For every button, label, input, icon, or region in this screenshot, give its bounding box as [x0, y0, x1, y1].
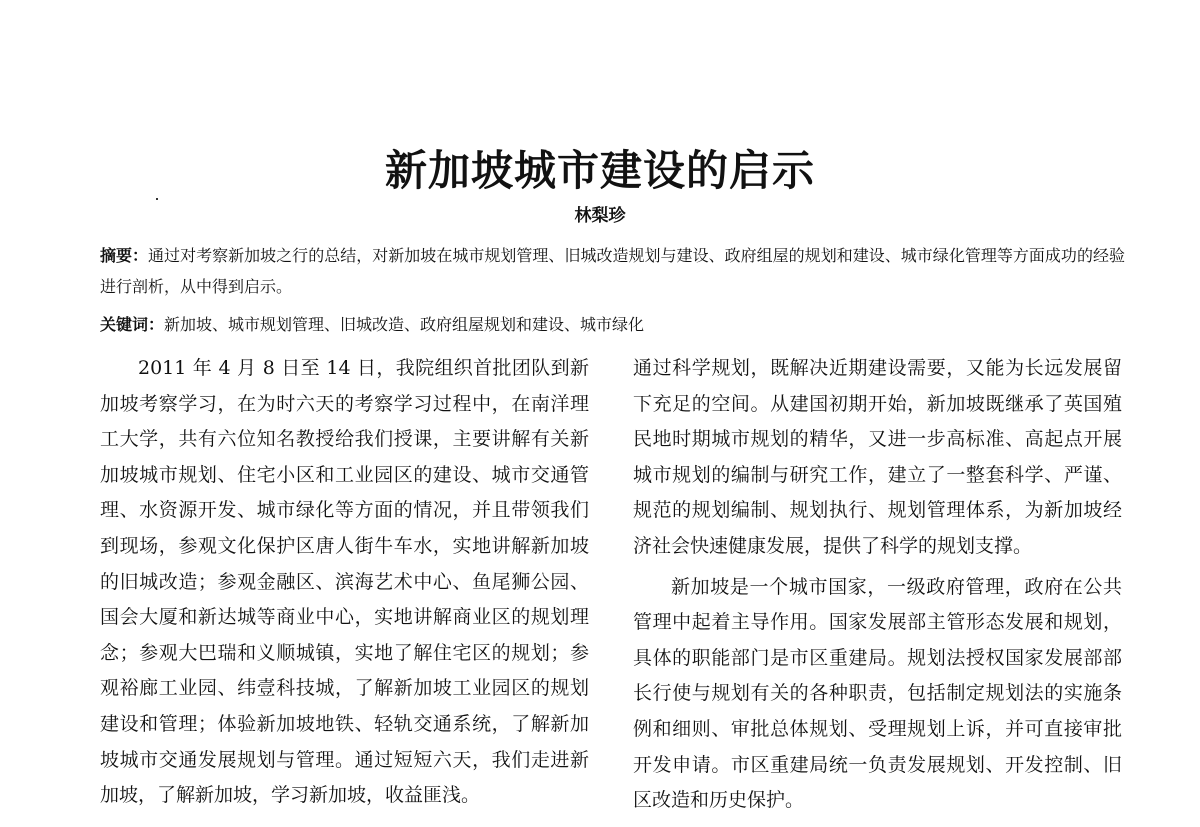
- keywords: [100, 310, 1125, 340]
- keywords-text: 新加坡、城市规划管理、旧城改造、政府组屋规划和建设、城市绿化: [164, 315, 645, 334]
- article-author: 林梨珍: [574, 206, 626, 226]
- abstract: [100, 240, 1125, 302]
- abstract-label: 摘要：: [100, 246, 149, 265]
- scan-speck: [156, 198, 158, 200]
- body-column-left: [100, 351, 589, 814]
- body-column-right: [633, 351, 1122, 819]
- abstract-text: 通过对考察新加坡之行的总结，对新加坡在城市规划管理、旧城改造规划与建设、政府组屋的规划和建设、城市绿化管理等方面成功的经验进行剖析，从中得到启示。: [100, 246, 1125, 296]
- body-paragraph: 通过科学规划，既解决近期建设需要，又能为长远发展留下充足的空间。从建国初期开始，新加坡既继承了英国殖民地时期城市规划的精华，又进一步高标准、高起点开展城市规划的编制与研究工作，建立了一整套科学、严谨、规范的规划编制、规划执行、规划管理体系，为新加坡经济社会快速健康发展，提供了科学的规划支撑。: [633, 357, 1122, 557]
- body-paragraph: 新加坡是一个城市国家，一级政府管理，政府在公共管理中起着主导作用。国家发展部主管形态发展和规划，具体的职能部门是市区重建局。规划法授权国家发展部部长行使与规划有关的各种职责，包括制定规划法的实施条例和细则、审批总体规划、受理规划上诉，并可直接审批开发申请。市区重建局统一负责发展规划、开发控制、旧区改造和历史保护。: [633, 575, 1122, 812]
- body-paragraph: 2011 年 4 月 8 日至 14 日，我院组织首批团队到新加坡考察学习，在为时六天的考察学习过程中，在南洋理工大学，共有六位知名教授给我们授课，主要讲解有关新加坡城市规划、住宅小区和工业园区的建设、城市交通管理、水资源开发、城市绿化等方面的情况，并且带领我们到现场，参观文化保护区唐人街牛车水，实地讲解新加坡的旧城改造；参观金融区、滨海艺术中心、鱼尾狮公园、国会大厦和新达城等商业中心，实地讲解商业区的规划理念；参观大巴瑞和义顺城镇，实地了解住宅区的规划；参观裕廊工业园、纬壹科技城，了解新加坡工业园区的规划建设和管理；体验新加坡地铁、轻轨交通系统，了解新加坡城市交通发展规划与管理。通过短短六天，我们走进新加坡，了解新加坡，学习新加坡，收益匪浅。: [100, 357, 589, 807]
- keywords-label: 关键词：: [100, 315, 165, 334]
- article-title: 新加坡城市建设的启示: [384, 146, 815, 195]
